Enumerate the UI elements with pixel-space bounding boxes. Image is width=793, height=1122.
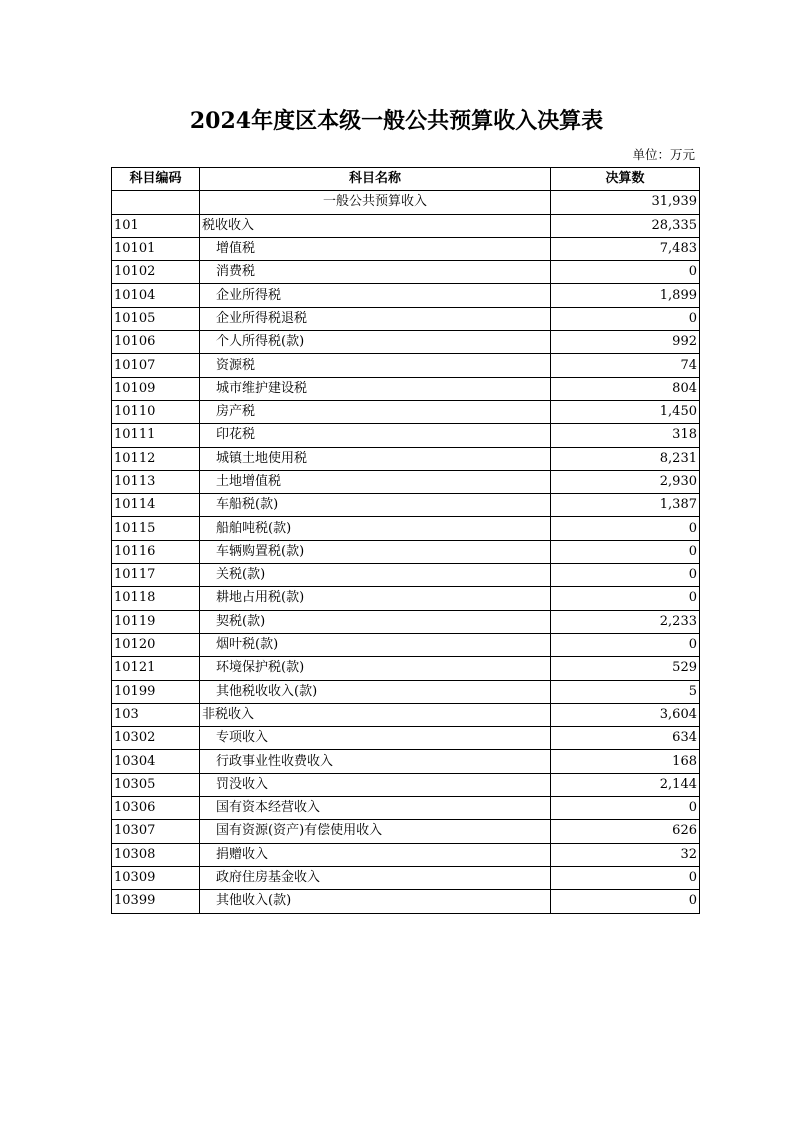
row-name: 城市维护建设税 [200,377,551,400]
row-code: 10306 [112,797,200,820]
row-amount: 5 [551,680,700,703]
row-code: 10113 [112,470,200,493]
row-amount: 0 [551,587,700,610]
row-name: 关税(款) [200,564,551,587]
row-name: 行政事业性收费收入 [200,750,551,773]
header-name: 科目名称 [200,168,551,191]
row-amount: 992 [551,331,700,354]
row-amount: 0 [551,564,700,587]
table-row [112,866,700,889]
row-name: 消费税 [200,261,551,284]
row-name: 其他收入(款) [200,890,551,913]
row-amount: 0 [551,633,700,656]
row-name: 契税(款) [200,610,551,633]
table-row [112,354,700,377]
row-amount: 0 [551,540,700,563]
row-code: 10309 [112,866,200,889]
table-body [112,191,700,913]
row-amount: 529 [551,657,700,680]
row-code: 10106 [112,331,200,354]
table-row [112,633,700,656]
table-row [112,214,700,237]
row-name: 车辆购置税(款) [200,540,551,563]
row-name: 房产税 [200,400,551,423]
row-amount: 1,387 [551,494,700,517]
row-code: 10111 [112,424,200,447]
row-amount: 804 [551,377,700,400]
row-code: 10110 [112,400,200,423]
row-code [112,191,200,214]
row-code: 10118 [112,587,200,610]
header-amount: 决算数 [551,168,700,191]
row-code: 10120 [112,633,200,656]
row-name: 耕地占用税(款) [200,587,551,610]
row-amount: 0 [551,890,700,913]
row-name: 资源税 [200,354,551,377]
row-name: 车船税(款) [200,494,551,517]
row-name: 非税收入 [200,703,551,726]
row-code: 10112 [112,447,200,470]
table-row [112,261,700,284]
row-amount: 0 [551,261,700,284]
table-row [112,610,700,633]
row-name: 环境保护税(款) [200,657,551,680]
row-amount: 634 [551,727,700,750]
row-name: 烟叶税(款) [200,633,551,656]
row-code: 10115 [112,517,200,540]
table-row [112,540,700,563]
header-code: 科目编码 [112,168,200,191]
row-name: 增值税 [200,237,551,260]
table-header-row [112,168,700,191]
row-amount: 1,899 [551,284,700,307]
row-code: 10104 [112,284,200,307]
row-amount: 2,233 [551,610,700,633]
table-row [112,587,700,610]
row-amount: 8,231 [551,447,700,470]
budget-revenue-table [111,167,700,914]
row-code: 10199 [112,680,200,703]
table-row [112,517,700,540]
table-row [112,470,700,493]
table-row [112,657,700,680]
row-amount: 0 [551,797,700,820]
row-name: 国有资本经营收入 [200,797,551,820]
row-name: 船舶吨税(款) [200,517,551,540]
row-code: 10304 [112,750,200,773]
table-row [112,237,700,260]
row-name: 城镇土地使用税 [200,447,551,470]
table-row [112,773,700,796]
row-name: 专项收入 [200,727,551,750]
row-code: 10399 [112,890,200,913]
row-amount: 31,939 [551,191,700,214]
row-name: 企业所得税 [200,284,551,307]
row-name: 企业所得税退税 [200,307,551,330]
table-row [112,377,700,400]
row-code: 103 [112,703,200,726]
row-code: 10119 [112,610,200,633]
row-amount: 32 [551,843,700,866]
row-name: 一般公共预算收入 [200,191,551,214]
table-row [112,820,700,843]
row-amount: 7,483 [551,237,700,260]
table-row [112,680,700,703]
table-row [112,307,700,330]
unit-label: 单位：万元 [632,147,695,162]
row-amount: 28,335 [551,214,700,237]
row-amount: 1,450 [551,400,700,423]
row-amount: 2,930 [551,470,700,493]
table-row [112,797,700,820]
row-amount: 318 [551,424,700,447]
row-name: 国有资源(资产)有偿使用收入 [200,820,551,843]
table-row [112,843,700,866]
row-code: 10305 [112,773,200,796]
row-code: 10302 [112,727,200,750]
row-name: 捐赠收入 [200,843,551,866]
row-amount: 74 [551,354,700,377]
row-code: 10109 [112,377,200,400]
row-amount: 3,604 [551,703,700,726]
table-row [112,750,700,773]
row-amount: 0 [551,517,700,540]
row-code: 10101 [112,237,200,260]
row-code: 10116 [112,540,200,563]
row-name: 税收收入 [200,214,551,237]
row-code: 10102 [112,261,200,284]
row-amount: 2,144 [551,773,700,796]
row-code: 10105 [112,307,200,330]
row-code: 10114 [112,494,200,517]
row-code: 10117 [112,564,200,587]
table-row [112,424,700,447]
row-amount: 0 [551,866,700,889]
row-name: 政府住房基金收入 [200,866,551,889]
row-name: 其他税收收入(款) [200,680,551,703]
row-code: 10107 [112,354,200,377]
row-name: 土地增值税 [200,470,551,493]
table-row [112,727,700,750]
row-name: 印花税 [200,424,551,447]
row-code: 10307 [112,820,200,843]
table-row [112,703,700,726]
row-name: 个人所得税(款) [200,331,551,354]
table-row [112,191,700,214]
table-row [112,400,700,423]
table-row [112,331,700,354]
row-code: 10308 [112,843,200,866]
row-code: 101 [112,214,200,237]
row-amount: 168 [551,750,700,773]
table-row [112,564,700,587]
row-amount: 0 [551,307,700,330]
table-row [112,494,700,517]
row-code: 10121 [112,657,200,680]
row-name: 罚没收入 [200,773,551,796]
table-row [112,447,700,470]
page-title: 2024年度区本级一般公共预算收入决算表 [189,108,604,134]
table-row [112,890,700,913]
row-amount: 626 [551,820,700,843]
table-row [112,284,700,307]
